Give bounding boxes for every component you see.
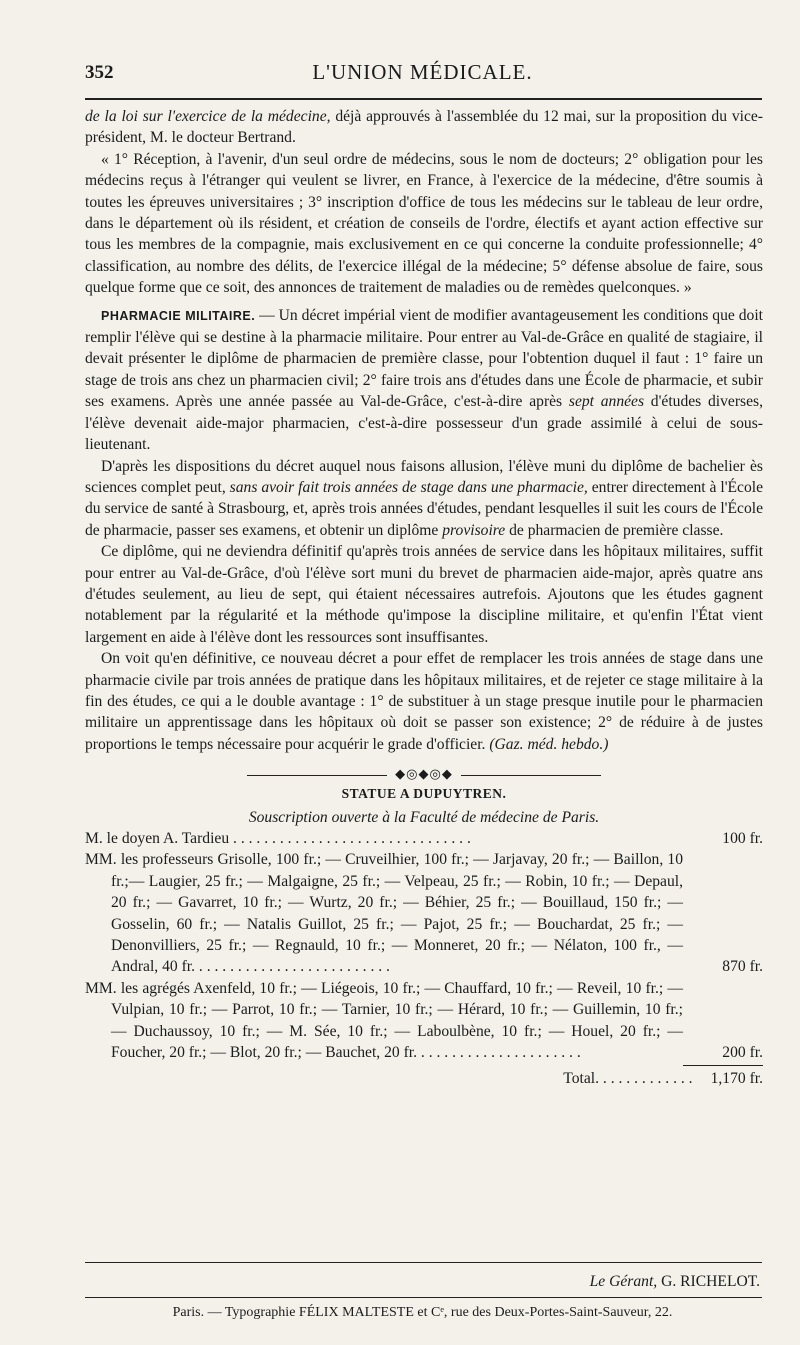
subscription-amount: 870 fr.: [722, 958, 763, 976]
footer-rule: [85, 1262, 762, 1263]
pharmacie-paragraph-4: On voit qu'en définitive, ce nouveau décret a pour effet de remplacer les trois années de stage dans une pharmacie civile par trois années de pratique dans les hôpitaux militaires, et de rejeter ce stage militaire à la fin des études, ce qui a le double avantage : 1° de substituer à un stage presque inutile pour le pharmacien militaire un apprentissage dans les hôpitaux où doit se passer son existence; 2° de réduire à de justes proportions le temps nécessaire pour acquérir le grade d'officier. (Gaz. méd. hebdo.): [85, 650, 763, 753]
total-label: Total. . . . . . . . . . . . .: [563, 1070, 693, 1088]
subscription-row: M. le doyen A. Tardieu . . . . . . . . . . . . . . . . . . . . . . . . . . . . . . . 100 fr.: [85, 828, 763, 849]
total-amount: 1,170 fr.: [710, 1070, 763, 1088]
header-rule: [85, 98, 762, 100]
running-title: L'UNION MÉDICALE.: [312, 60, 533, 84]
source-citation: (Gaz. méd. hebdo.): [489, 735, 609, 753]
intro-lead-rest: déjà approuvés à l'assemblée du 12 mai, sur la proposition du vice-président, M. le docteur Bertrand.: [85, 108, 763, 147]
page-header: [85, 58, 760, 88]
printer-imprint: Paris. — Typographie FÉLIX MALTESTE et Cᵉ, rue des Deux-Portes-Saint-Sauveur, 22.: [172, 1305, 673, 1320]
total-row: [85, 1068, 763, 1089]
pharmacie-paragraph-2: D'après les dispositions du décret auquel nous faisons allusion, l'élève muni du diplôme de bachelier ès sciences complet peut, sans avoir fait trois années de stage dans une pharmacie, entrer directement à l'École du service de santé à Strasbourg, et, après trois années d'études, pendant lesquelles il suit les cours de l'École de pharmacie, passer ses examens, et obtenir un diplôme provisoire de pharmacien de première classe.: [85, 457, 764, 539]
intro-paragraph: [85, 106, 763, 149]
statue-title: STATUE A DUPUYTREN.: [341, 786, 507, 802]
pharmacie-paragraph-3: Ce diplôme, qui ne deviendra définitif qu'après trois années de service dans les hôpitaux militaires, suffit pour entrer au Val-de-Grâce, d'où l'élève sort muni du brevet de pharmacien aide-major, après quatre ans d'études seulement, au lieu de sept, qui étaient nécessaires autrefois. Ajoutons que les études gagnent notablement par la régularité et la méthode qu'impose la discipline militaire, et qu'enfin l'État vient largement en aide à l'élève dont les ressources sont insuffisantes.: [85, 543, 763, 646]
total-rule: [683, 1065, 763, 1066]
pharmacie-paragraph-1: PHARMACIE MILITAIRE. — Un décret impérial vient de modifier avantageusement les conditions que doit remplir l'élève qui se destine à la pharmacie militaire. Pour entrer au Val-de-Grâce en qualité de stagiaire, il devait présenter le diplôme de pharmacien de première classe, pour l'obtention duquel il faut : 1° faire un stage de trois ans chez un pharmacien civil; 2° faire trois ans d'études dans une École de pharmacie, et subir ses examens. Après une année passée au Val-de-Grâce, c'est-à-dire après sept années d'études diverses, l'élève devenait aide-major pharmacien, c'est-à-dire possesseur d'un grade assimilé à celui de sous-lieutenant.: [85, 306, 763, 454]
imprint-rule: [85, 1297, 762, 1298]
subscription-row: MM. les professeurs Grisolle, 100 fr.; — Cruveilhier, 100 fr.; — Jarjavay, 20 fr.; — Baillon, 10 fr.;— Laugier, 25 fr.; — Malgaigne, 25 fr.; — Velpeau, 25 fr.; — Robin, 10 fr.; — Depaul, 20 fr.; — Gavarret, 10 fr.; — Wurtz, 20 fr.; — Béhier, 25 fr.; — Bouillaud, 150 fr.; — Gosselin, 60 fr.; — Natalis Guillot, 25 fr.; — Pajot, 25 fr.; — Bouchardat, 25 fr.; — Denonvilliers, 25 fr.; — Regnauld, 10 fr.; — Monneret, 20 fr.; — Nélaton, 100 fr., — Andral, 40 fr. . . . . . . . . . . . . . . . . . . . . . . . . . 870 fr.: [85, 849, 763, 977]
article-body: [85, 106, 763, 1090]
subscription-amount: 100 fr.: [722, 830, 763, 847]
subscription-title: Souscription ouverte à la Faculté de médecine de Paris.: [248, 808, 600, 826]
subscription-row: MM. les agrégés Axenfeld, 10 fr.; — Liégeois, 10 fr.; — Chauffard, 10 fr.; — Reveil, 10 fr.; — Vulpian, 10 fr.; — Parrot, 10 fr.; — Tarnier, 10 fr.; — Hérard, 10 fr.; — Guillemin, 10 fr.; — Duchaussoy, 10 fr.; — M. Sée, 10 fr.; — Laboulbène, 10 fr.; — Houel, 20 fr.; — Foucher, 20 fr.; — Blot, 20 fr.; — Bauchet, 20 fr. . . . . . . . . . . . . . . . . . . . . . 200 fr.: [85, 978, 763, 1064]
section-ornament: ◆◎◆◎◆: [85, 763, 763, 777]
page-number: 352: [85, 62, 114, 83]
gerant-line: Le Gérant, G. RICHELOT.: [589, 1273, 760, 1290]
pharmacie-heading: PHARMACIE MILITAIRE.: [101, 308, 256, 323]
subscription-amount: 200 fr.: [722, 1044, 763, 1062]
intro-quote: « 1° Réception, à l'avenir, d'un seul ordre de médecins, sous le nom de docteurs; 2° obligation pour les médecins reçus à l'étranger qui veulent se livrer, en France, à l'exercice de la médecine, d'être soumis à toutes les épreuves universitaires ; 3° inscription d'office de tous les médecins sur le tableau de leur ordre, dans le département où ils résident, et création de conseils de l'ordre, électifs et ayant action effective sur tous les membres de la compagnie, mais exclusivement en ce qui concerne la conduite professionnelle; 4° classification, au nombre des délits, de l'exercice illégal de la médecine; 5° défense absolue de faire, sous quelque forme que ce soit, des annonces de traitement de maladies ou de remèdes quelconques. »: [85, 150, 763, 297]
intro-lead-italic: de la loi sur l'exercice de la médecine,: [85, 108, 331, 125]
